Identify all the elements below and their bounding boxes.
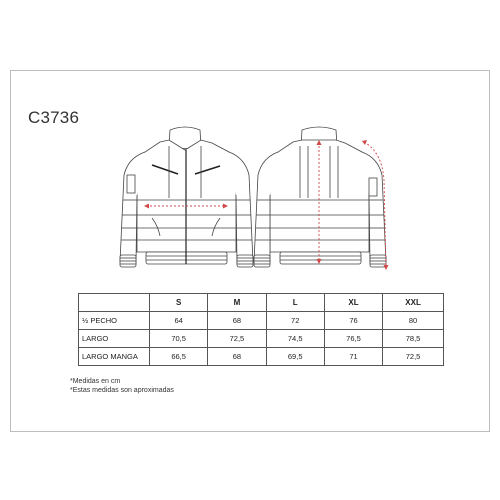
table-cell: 64 bbox=[150, 312, 208, 330]
header-size-s: S bbox=[150, 294, 208, 312]
table-cell: 68 bbox=[208, 348, 266, 366]
table-cell: 76,5 bbox=[324, 330, 382, 348]
row-label: ½ PECHO bbox=[79, 312, 150, 330]
header-size-l: L bbox=[266, 294, 324, 312]
table-row bbox=[79, 312, 444, 330]
table-cell: 78,5 bbox=[383, 330, 444, 348]
table-cell: 70,5 bbox=[150, 330, 208, 348]
header-size-xxl: XXL bbox=[383, 294, 444, 312]
jacket-front-drawing bbox=[120, 127, 253, 267]
row-label: LARGO bbox=[79, 330, 150, 348]
size-table bbox=[78, 293, 444, 366]
header-size-m: M bbox=[208, 294, 266, 312]
table-cell: 68 bbox=[208, 312, 266, 330]
table-row bbox=[79, 348, 444, 366]
jacket-back-drawing bbox=[254, 127, 386, 267]
row-label: LARGO MANGA bbox=[79, 348, 150, 366]
table-cell: 72,5 bbox=[208, 330, 266, 348]
footnotes bbox=[70, 377, 174, 395]
table-cell: 72,5 bbox=[383, 348, 444, 366]
product-code: C3736 bbox=[28, 108, 80, 127]
note-approximate: *Estas medidas son aproximadas bbox=[70, 387, 174, 394]
header-corner bbox=[79, 294, 150, 312]
table-row bbox=[79, 330, 444, 348]
table-cell: 69,5 bbox=[266, 348, 324, 366]
note-units: *Medidas en cm bbox=[70, 378, 121, 385]
size-table-header-row bbox=[79, 294, 444, 312]
table-cell: 76 bbox=[324, 312, 382, 330]
table-cell: 72 bbox=[266, 312, 324, 330]
table-cell: 66,5 bbox=[150, 348, 208, 366]
table-cell: 74,5 bbox=[266, 330, 324, 348]
header-size-xl: XL bbox=[324, 294, 382, 312]
table-cell: 80 bbox=[383, 312, 444, 330]
table-cell: 71 bbox=[324, 348, 382, 366]
